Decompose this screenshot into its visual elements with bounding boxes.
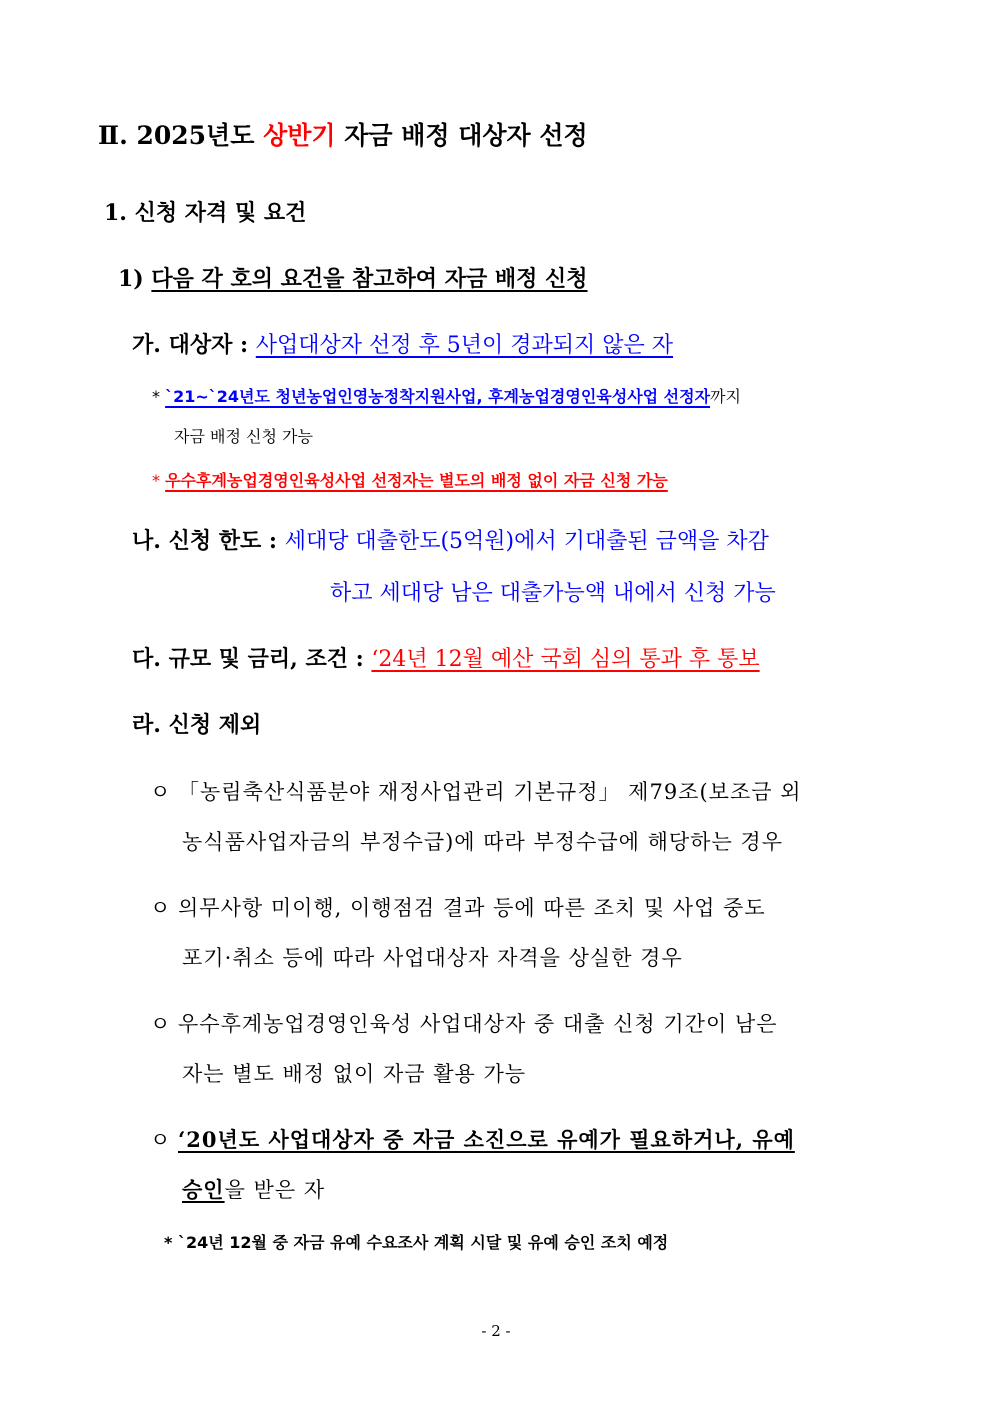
note-excellent-successor xyxy=(152,468,668,491)
list-item xyxy=(150,892,766,922)
bullet-icon: ㅇ xyxy=(150,896,172,920)
section-heading: 1. 신청 자격 및 요건 xyxy=(104,200,307,226)
list-item xyxy=(150,776,801,806)
list-item-line2: 농식품사업자금의 부정수급)에 따라 부정수급에 해당하는 경우 xyxy=(182,830,784,854)
title-prefix: Ⅱ. 2025년도 xyxy=(98,121,264,150)
item-scale-value: ‘24년 12월 예산 국회 심의 통과 후 통보 xyxy=(371,647,760,672)
note-star: * xyxy=(152,387,166,406)
note-eligible-years xyxy=(152,384,741,407)
list-item-line1: 의무사항 미이행, 이행점검 결과 등에 따른 조치 및 사업 중도 xyxy=(178,896,766,920)
page-number: - 2 - xyxy=(481,1322,511,1340)
list-item xyxy=(150,1124,795,1154)
subsection-text: 다음 각 호의 요건을 참고하여 자금 배정 신청 xyxy=(151,266,588,292)
item-target xyxy=(132,328,673,359)
note-eligible-rest: 까지 xyxy=(710,387,741,406)
list-item-line2-underlined: 승인 xyxy=(182,1177,225,1202)
note-deferral-plan: * `24년 12월 중 자금 유예 수요조사 계획 시달 및 유예 승인 조치 예정 xyxy=(164,1233,669,1252)
note-star: * xyxy=(152,471,166,490)
title-highlight: 상반기 xyxy=(263,121,336,150)
note-eligible-highlight: `21~`24년도 청년농업인영농정착지원사업, 후계농업경영인육성사업 선정자 xyxy=(165,387,711,406)
bullet-icon: ㅇ xyxy=(150,1012,172,1036)
list-item-line2: 포기·취소 등에 따라 사업대상자 자격을 상실한 경우 xyxy=(182,946,683,970)
subsection-number: 1) xyxy=(118,266,152,292)
page-title xyxy=(98,116,588,152)
list-item-line2: 자는 별도 배정 없이 자금 활용 가능 xyxy=(182,1062,527,1086)
item-scale-label: 다. 규모 및 금리, 조건 : xyxy=(132,646,372,672)
item-target-value: 사업대상자 선정 후 5년이 경과되지 않은 자 xyxy=(255,333,674,358)
item-scale xyxy=(132,642,760,673)
list-item-line2 xyxy=(182,1174,325,1204)
subsection-heading xyxy=(118,262,588,293)
list-item-line1: 우수후계농업경영인육성 사업대상자 중 대출 신청 기간이 남은 xyxy=(178,1012,778,1036)
item-limit xyxy=(132,524,769,555)
item-limit-line1: 세대당 대출한도(5억원)에서 기대출된 금액을 차감 xyxy=(284,529,769,554)
note-eligible-line2: 자금 배정 신청 가능 xyxy=(174,427,313,446)
list-item xyxy=(150,1008,778,1038)
list-item-line1: ‘20년도 사업대상자 중 자금 소진으로 유예가 필요하거나, 유예 xyxy=(178,1127,795,1152)
bullet-icon: ㅇ xyxy=(150,780,172,804)
title-suffix: 자금 배정 대상자 선정 xyxy=(335,121,588,150)
list-item-line1: 「농림축산식품분야 재정사업관리 기본규정」 제79조(보조금 외 xyxy=(178,780,802,804)
item-limit-line2: 하고 세대당 남은 대출가능액 내에서 신청 가능 xyxy=(330,581,776,606)
list-item-line2-rest: 을 받은 자 xyxy=(224,1178,326,1202)
bullet-icon: ㅇ xyxy=(150,1128,172,1152)
note-excellent-text: 우수후계농업경영인육성사업 선정자는 별도의 배정 없이 자금 신청 가능 xyxy=(165,471,668,490)
item-limit-label: 나. 신청 한도 : xyxy=(132,528,285,554)
item-exclusion: 라. 신청 제외 xyxy=(132,712,262,738)
item-target-label: 가. 대상자 : xyxy=(132,332,256,358)
